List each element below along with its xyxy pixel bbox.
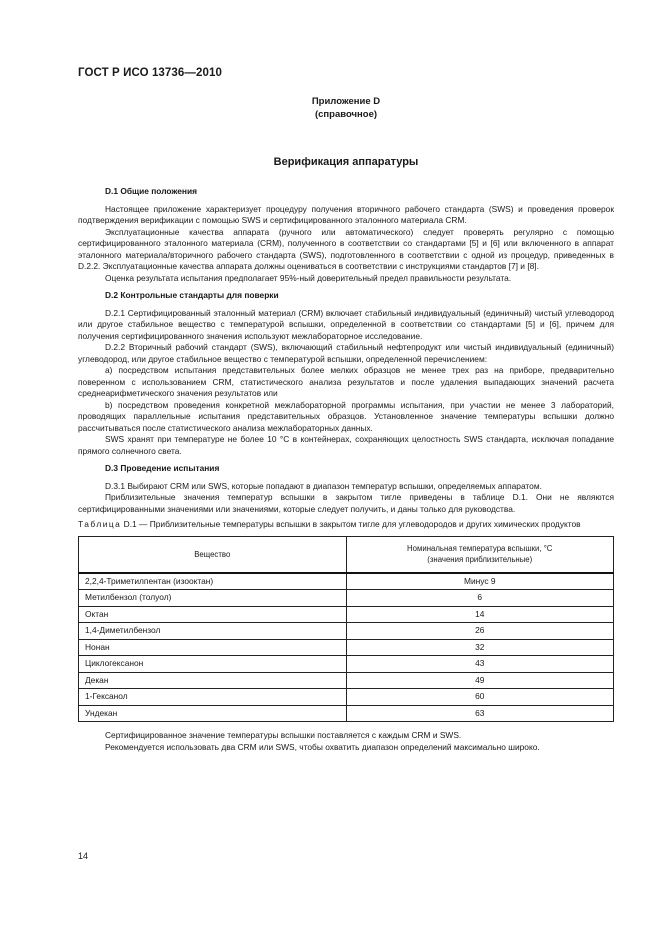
paragraph: Оценка результата испытания предполагает 95%-ный доверительный предел правильности результата. — [105, 272, 512, 283]
cell-substance: Декан — [79, 672, 347, 689]
annex-title: Приложение D — [311, 96, 381, 107]
standard-header: ГОСТ Р ИСО 13736—2010 — [78, 67, 223, 79]
paragraph: Рекомендуется использовать два CRM или SWS, чтобы охватить диапазон определений максимально широко. — [105, 741, 540, 752]
table-row — [79, 672, 614, 689]
section-heading-d3: D.3 Проведение испытания — [105, 463, 220, 473]
cell-temperature: 26 — [346, 623, 614, 640]
column-header-temperature-line1: Номинальная температура вспышки, °С — [407, 544, 553, 553]
page-title: Верификация аппаратуры — [273, 156, 419, 168]
cell-temperature: 6 — [346, 590, 614, 607]
table-header-row — [79, 536, 614, 573]
flash-point-table — [78, 536, 614, 723]
cell-temperature: 63 — [346, 705, 614, 722]
cell-temperature: 14 — [346, 606, 614, 623]
cell-substance: Циклогексанон — [79, 656, 347, 673]
table-caption-text: D.1 — Приблизительные температуры вспышки в закрытом тигле для углеводородов и других химических продуктов — [121, 519, 581, 529]
table-row — [79, 590, 614, 607]
section-heading-d2: D.2 Контрольные стандарты для поверки — [105, 290, 279, 300]
cell-temperature: 43 — [346, 656, 614, 673]
annex-label — [78, 95, 614, 121]
table-row — [79, 689, 614, 706]
page-number: 14 — [78, 851, 89, 861]
cell-temperature: 32 — [346, 639, 614, 656]
paragraph: Приблизительные значения температур вспышки в закрытом тигле приведены в таблице D.1. Они не являются сертифицированными значениями или значениями, которые следует получить, и даны только для руководства. — [78, 492, 614, 514]
section-heading-d1: D.1 Общие положения — [105, 186, 198, 196]
cell-substance: Ундекан — [79, 705, 347, 722]
list-item: b) посредством проведения конкретной межлабораторной программы испытания, при участии не менее 3 лабораторий, проводящих параллельные испытания представительных образцов. Установленное значение температуры вспышки должно рассчитываться после статистического анализа межлабораторных данных. — [78, 399, 614, 433]
annex-type: (справочное) — [314, 109, 378, 120]
cell-substance: 2,2,4-Триметилпентан (изооктан) — [79, 573, 347, 590]
table-row — [79, 639, 614, 656]
column-header-temperature-line2: (значения приблизительные) — [427, 555, 533, 564]
document-body — [78, 186, 614, 753]
paragraph: Настоящее приложение характеризует процедуру получения вторичного рабочего стандарта (SWS) и проведения проверок подтверждения верификации с помощью SWS и сертифицированного эталонного материала CRM. — [78, 203, 614, 225]
cell-substance: Метилбензол (толуол) — [79, 590, 347, 607]
cell-substance: Октан — [79, 606, 347, 623]
cell-temperature: 60 — [346, 689, 614, 706]
paragraph: D.3.1 Выбирают CRM или SWS, которые попадают в диапазон температур вспышки, определяемых аппаратом. — [105, 480, 542, 491]
cell-substance: 1,4-Диметилбензол — [79, 623, 347, 640]
table-row — [79, 705, 614, 722]
paragraph: Эксплуатационные качества аппарата (ручного или автоматического) следует проверять регулярно с помощью сертифицированного эталонного материала (CRM), полученного в соответствии со стандартами [5] и [6] или включенного в аппарат эталонного материала/вторичного рабочего стандарта (SWS), подготовленного в соответствии с одной из процедур, приведенных в D.2.2. Эксплуатационные качества аппарата должны оцениваться в соответствии с инструкциями стандартов [7] и [8]. — [78, 226, 614, 271]
table-row — [79, 656, 614, 673]
table-caption-label: Таблица — [78, 519, 122, 529]
table-row — [79, 606, 614, 623]
paragraph: D.2.1 Сертифицированный эталонный материал (CRM) включает стабильный индивидуальный (единичный) чистый углеводород или другое стабильное вещество с температурой вспышки, определенной в соответствии со стандартами [5] и [6], причем для получения сертифицированного значения используют межлабораторное исследование. — [78, 307, 614, 341]
column-header-substance: Вещество — [79, 536, 347, 573]
table-row — [79, 623, 614, 640]
paragraph: Сертифицированное значение температуры вспышки поставляется с каждым CRM и SWS. — [105, 730, 462, 740]
column-header-temperature — [346, 536, 614, 573]
table-caption — [78, 519, 614, 531]
cell-substance: 1-Гексанол — [79, 689, 347, 706]
paragraph: D.2.2 Вторичный рабочий стандарт (SWS), включающий стабильный нефтепродукт или чистый индивидуальный (единичный) углеводород, или другое стабильное вещество с температурой вспышки, определенной перечислением: — [78, 342, 614, 364]
cell-temperature: Минус 9 — [346, 573, 614, 590]
cell-temperature: 49 — [346, 672, 614, 689]
table-row — [79, 573, 614, 590]
list-item: а) посредством испытания представительных более мелких образцов не менее трех раз на приборе, предварительно поверенном с использованием CRM, статистического анализа результатов и после удаления выпадающих значений расчета среднеарифметического значения результатов или — [78, 365, 614, 398]
paragraph: SWS хранят при температуре не более 10 °С в контейнерах, сохраняющих целостность SWS стандарта, исключая попадание прямого солнечного света. — [78, 434, 614, 456]
cell-substance: Нонан — [79, 639, 347, 656]
